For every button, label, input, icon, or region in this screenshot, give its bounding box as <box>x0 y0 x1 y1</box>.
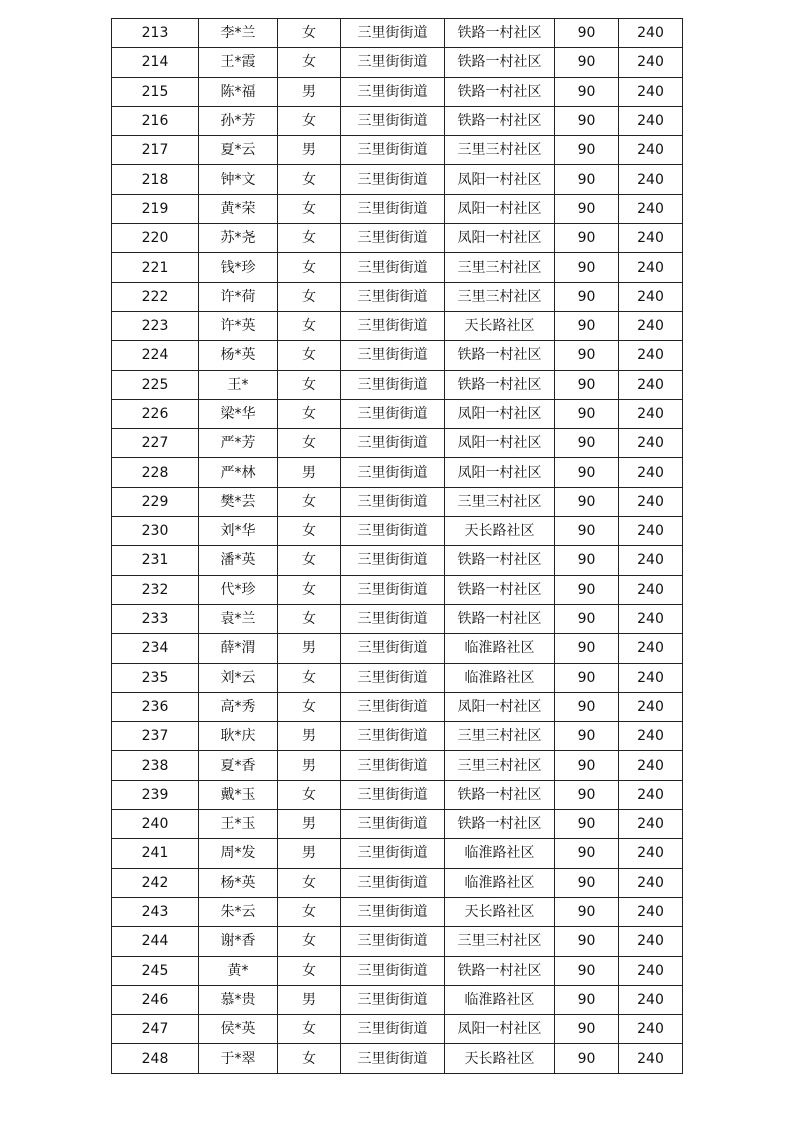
age-cell: 90 <box>555 546 619 575</box>
row-number-cell: 246 <box>112 985 199 1014</box>
amount-cell: 240 <box>619 692 683 721</box>
row-number-cell: 216 <box>112 106 199 135</box>
amount-cell: 240 <box>619 985 683 1014</box>
table-row <box>112 604 683 633</box>
amount-cell: 240 <box>619 106 683 135</box>
row-number-cell: 227 <box>112 429 199 458</box>
age-cell: 90 <box>555 165 619 194</box>
street-cell: 三里街街道 <box>341 663 445 692</box>
street-cell: 三里街街道 <box>341 575 445 604</box>
name-cell: 夏*香 <box>199 751 278 780</box>
street-cell: 三里街街道 <box>341 106 445 135</box>
row-number-cell: 236 <box>112 692 199 721</box>
gender-cell: 女 <box>278 575 341 604</box>
amount-cell: 240 <box>619 897 683 926</box>
street-cell: 三里街街道 <box>341 429 445 458</box>
community-cell: 铁路一村社区 <box>445 810 555 839</box>
community-cell: 铁路一村社区 <box>445 575 555 604</box>
table-container <box>111 18 682 1074</box>
name-cell: 钟*文 <box>199 165 278 194</box>
table-row <box>112 399 683 428</box>
age-cell: 90 <box>555 985 619 1014</box>
name-cell: 王*玉 <box>199 810 278 839</box>
name-cell: 侯*英 <box>199 1015 278 1044</box>
name-cell: 苏*尧 <box>199 224 278 253</box>
amount-cell: 240 <box>619 722 683 751</box>
table-row <box>112 546 683 575</box>
community-cell: 三里三村社区 <box>445 487 555 516</box>
community-cell: 铁路一村社区 <box>445 604 555 633</box>
row-number-cell: 225 <box>112 370 199 399</box>
age-cell: 90 <box>555 370 619 399</box>
table-row <box>112 19 683 48</box>
community-cell: 临淮路社区 <box>445 634 555 663</box>
row-number-cell: 219 <box>112 194 199 223</box>
gender-cell: 女 <box>278 868 341 897</box>
name-cell: 代*珍 <box>199 575 278 604</box>
community-cell: 铁路一村社区 <box>445 341 555 370</box>
age-cell: 90 <box>555 77 619 106</box>
age-cell: 90 <box>555 692 619 721</box>
row-number-cell: 245 <box>112 956 199 985</box>
community-cell: 三里三村社区 <box>445 722 555 751</box>
street-cell: 三里街街道 <box>341 1044 445 1073</box>
community-cell: 凤阳一村社区 <box>445 399 555 428</box>
amount-cell: 240 <box>619 517 683 546</box>
table-row <box>112 663 683 692</box>
name-cell: 许*英 <box>199 311 278 340</box>
age-cell: 90 <box>555 487 619 516</box>
community-cell: 天长路社区 <box>445 1044 555 1073</box>
gender-cell: 女 <box>278 194 341 223</box>
table-row <box>112 839 683 868</box>
name-cell: 潘*英 <box>199 546 278 575</box>
name-cell: 王* <box>199 370 278 399</box>
table-row <box>112 224 683 253</box>
street-cell: 三里街街道 <box>341 165 445 194</box>
row-number-cell: 217 <box>112 136 199 165</box>
street-cell: 三里街街道 <box>341 253 445 282</box>
street-cell: 三里街街道 <box>341 692 445 721</box>
name-cell: 钱*珍 <box>199 253 278 282</box>
row-number-cell: 241 <box>112 839 199 868</box>
gender-cell: 女 <box>278 487 341 516</box>
table-row <box>112 634 683 663</box>
name-cell: 周*发 <box>199 839 278 868</box>
age-cell: 90 <box>555 341 619 370</box>
amount-cell: 240 <box>619 780 683 809</box>
street-cell: 三里街街道 <box>341 311 445 340</box>
gender-cell: 女 <box>278 370 341 399</box>
gender-cell: 女 <box>278 399 341 428</box>
community-cell: 三里三村社区 <box>445 136 555 165</box>
gender-cell: 女 <box>278 253 341 282</box>
age-cell: 90 <box>555 634 619 663</box>
age-cell: 90 <box>555 927 619 956</box>
table-row <box>112 1015 683 1044</box>
street-cell: 三里街街道 <box>341 77 445 106</box>
street-cell: 三里街街道 <box>341 194 445 223</box>
community-cell: 三里三村社区 <box>445 282 555 311</box>
street-cell: 三里街街道 <box>341 897 445 926</box>
street-cell: 三里街街道 <box>341 370 445 399</box>
street-cell: 三里街街道 <box>341 751 445 780</box>
table-row <box>112 1044 683 1073</box>
street-cell: 三里街街道 <box>341 634 445 663</box>
row-number-cell: 243 <box>112 897 199 926</box>
amount-cell: 240 <box>619 399 683 428</box>
amount-cell: 240 <box>619 751 683 780</box>
amount-cell: 240 <box>619 604 683 633</box>
row-number-cell: 244 <box>112 927 199 956</box>
community-cell: 铁路一村社区 <box>445 546 555 575</box>
amount-cell: 240 <box>619 487 683 516</box>
row-number-cell: 247 <box>112 1015 199 1044</box>
row-number-cell: 240 <box>112 810 199 839</box>
age-cell: 90 <box>555 604 619 633</box>
amount-cell: 240 <box>619 1044 683 1073</box>
table-row <box>112 751 683 780</box>
gender-cell: 女 <box>278 1015 341 1044</box>
name-cell: 樊*芸 <box>199 487 278 516</box>
amount-cell: 240 <box>619 575 683 604</box>
table-row <box>112 897 683 926</box>
community-cell: 三里三村社区 <box>445 751 555 780</box>
gender-cell: 男 <box>278 722 341 751</box>
age-cell: 90 <box>555 429 619 458</box>
age-cell: 90 <box>555 517 619 546</box>
amount-cell: 240 <box>619 927 683 956</box>
row-number-cell: 237 <box>112 722 199 751</box>
name-cell: 杨*英 <box>199 341 278 370</box>
street-cell: 三里街街道 <box>341 19 445 48</box>
community-cell: 铁路一村社区 <box>445 370 555 399</box>
row-number-cell: 239 <box>112 780 199 809</box>
table-row <box>112 458 683 487</box>
gender-cell: 女 <box>278 692 341 721</box>
row-number-cell: 226 <box>112 399 199 428</box>
name-cell: 严*林 <box>199 458 278 487</box>
table-row <box>112 165 683 194</box>
table-row <box>112 985 683 1014</box>
age-cell: 90 <box>555 1044 619 1073</box>
amount-cell: 240 <box>619 429 683 458</box>
amount-cell: 240 <box>619 868 683 897</box>
amount-cell: 240 <box>619 194 683 223</box>
amount-cell: 240 <box>619 546 683 575</box>
community-cell: 铁路一村社区 <box>445 956 555 985</box>
table-row <box>112 927 683 956</box>
name-cell: 孙*芳 <box>199 106 278 135</box>
gender-cell: 女 <box>278 780 341 809</box>
name-cell: 夏*云 <box>199 136 278 165</box>
age-cell: 90 <box>555 399 619 428</box>
community-cell: 凤阳一村社区 <box>445 165 555 194</box>
age-cell: 90 <box>555 751 619 780</box>
age-cell: 90 <box>555 663 619 692</box>
row-number-cell: 214 <box>112 48 199 77</box>
amount-cell: 240 <box>619 810 683 839</box>
amount-cell: 240 <box>619 253 683 282</box>
gender-cell: 男 <box>278 77 341 106</box>
street-cell: 三里街街道 <box>341 839 445 868</box>
gender-cell: 男 <box>278 839 341 868</box>
row-number-cell: 248 <box>112 1044 199 1073</box>
amount-cell: 240 <box>619 165 683 194</box>
street-cell: 三里街街道 <box>341 517 445 546</box>
community-cell: 临淮路社区 <box>445 985 555 1014</box>
name-cell: 王*霞 <box>199 48 278 77</box>
table-row <box>112 810 683 839</box>
street-cell: 三里街街道 <box>341 341 445 370</box>
community-cell: 铁路一村社区 <box>445 48 555 77</box>
age-cell: 90 <box>555 839 619 868</box>
amount-cell: 240 <box>619 77 683 106</box>
amount-cell: 240 <box>619 311 683 340</box>
age-cell: 90 <box>555 253 619 282</box>
street-cell: 三里街街道 <box>341 399 445 428</box>
gender-cell: 女 <box>278 546 341 575</box>
name-cell: 严*芳 <box>199 429 278 458</box>
age-cell: 90 <box>555 722 619 751</box>
table-row <box>112 253 683 282</box>
street-cell: 三里街街道 <box>341 487 445 516</box>
street-cell: 三里街街道 <box>341 458 445 487</box>
table-row <box>112 311 683 340</box>
row-number-cell: 234 <box>112 634 199 663</box>
gender-cell: 女 <box>278 927 341 956</box>
street-cell: 三里街街道 <box>341 604 445 633</box>
gender-cell: 女 <box>278 19 341 48</box>
row-number-cell: 228 <box>112 458 199 487</box>
street-cell: 三里街街道 <box>341 546 445 575</box>
street-cell: 三里街街道 <box>341 224 445 253</box>
name-cell: 杨*英 <box>199 868 278 897</box>
gender-cell: 男 <box>278 634 341 663</box>
amount-cell: 240 <box>619 370 683 399</box>
age-cell: 90 <box>555 282 619 311</box>
name-cell: 于*翠 <box>199 1044 278 1073</box>
table-row <box>112 282 683 311</box>
row-number-cell: 229 <box>112 487 199 516</box>
row-number-cell: 242 <box>112 868 199 897</box>
gender-cell: 女 <box>278 429 341 458</box>
row-number-cell: 220 <box>112 224 199 253</box>
age-cell: 90 <box>555 780 619 809</box>
age-cell: 90 <box>555 136 619 165</box>
name-cell: 刘*华 <box>199 517 278 546</box>
amount-cell: 240 <box>619 341 683 370</box>
street-cell: 三里街街道 <box>341 985 445 1014</box>
gender-cell: 女 <box>278 48 341 77</box>
row-number-cell: 235 <box>112 663 199 692</box>
community-cell: 铁路一村社区 <box>445 19 555 48</box>
gender-cell: 女 <box>278 311 341 340</box>
row-number-cell: 232 <box>112 575 199 604</box>
age-cell: 90 <box>555 19 619 48</box>
name-cell: 刘*云 <box>199 663 278 692</box>
community-cell: 凤阳一村社区 <box>445 194 555 223</box>
age-cell: 90 <box>555 956 619 985</box>
street-cell: 三里街街道 <box>341 48 445 77</box>
amount-cell: 240 <box>619 1015 683 1044</box>
amount-cell: 240 <box>619 839 683 868</box>
gender-cell: 女 <box>278 165 341 194</box>
row-number-cell: 233 <box>112 604 199 633</box>
table-row <box>112 692 683 721</box>
street-cell: 三里街街道 <box>341 780 445 809</box>
table-row <box>112 106 683 135</box>
age-cell: 90 <box>555 194 619 223</box>
street-cell: 三里街街道 <box>341 956 445 985</box>
name-cell: 陈*福 <box>199 77 278 106</box>
amount-cell: 240 <box>619 663 683 692</box>
age-cell: 90 <box>555 575 619 604</box>
gender-cell: 男 <box>278 985 341 1014</box>
amount-cell: 240 <box>619 458 683 487</box>
community-cell: 铁路一村社区 <box>445 780 555 809</box>
table-row <box>112 48 683 77</box>
table-row <box>112 575 683 604</box>
name-cell: 许*荷 <box>199 282 278 311</box>
age-cell: 90 <box>555 311 619 340</box>
gender-cell: 女 <box>278 604 341 633</box>
community-cell: 天长路社区 <box>445 897 555 926</box>
table-row <box>112 341 683 370</box>
age-cell: 90 <box>555 810 619 839</box>
row-number-cell: 222 <box>112 282 199 311</box>
amount-cell: 240 <box>619 282 683 311</box>
community-cell: 凤阳一村社区 <box>445 458 555 487</box>
amount-cell: 240 <box>619 224 683 253</box>
street-cell: 三里街街道 <box>341 1015 445 1044</box>
row-number-cell: 223 <box>112 311 199 340</box>
table-row <box>112 517 683 546</box>
community-cell: 凤阳一村社区 <box>445 692 555 721</box>
community-cell: 三里三村社区 <box>445 927 555 956</box>
table-row <box>112 370 683 399</box>
gender-cell: 女 <box>278 341 341 370</box>
age-cell: 90 <box>555 897 619 926</box>
gender-cell: 男 <box>278 751 341 780</box>
name-cell: 薛*渭 <box>199 634 278 663</box>
row-number-cell: 230 <box>112 517 199 546</box>
name-cell: 袁*兰 <box>199 604 278 633</box>
table-row <box>112 429 683 458</box>
gender-cell: 女 <box>278 517 341 546</box>
table-body <box>112 19 683 1074</box>
community-cell: 凤阳一村社区 <box>445 1015 555 1044</box>
amount-cell: 240 <box>619 136 683 165</box>
table-row <box>112 780 683 809</box>
table-row <box>112 868 683 897</box>
age-cell: 90 <box>555 106 619 135</box>
street-cell: 三里街街道 <box>341 927 445 956</box>
amount-cell: 240 <box>619 19 683 48</box>
row-number-cell: 224 <box>112 341 199 370</box>
street-cell: 三里街街道 <box>341 722 445 751</box>
amount-cell: 240 <box>619 956 683 985</box>
row-number-cell: 218 <box>112 165 199 194</box>
amount-cell: 240 <box>619 634 683 663</box>
name-cell: 黄* <box>199 956 278 985</box>
name-cell: 谢*香 <box>199 927 278 956</box>
community-cell: 临淮路社区 <box>445 663 555 692</box>
community-cell: 临淮路社区 <box>445 839 555 868</box>
street-cell: 三里街街道 <box>341 282 445 311</box>
gender-cell: 男 <box>278 810 341 839</box>
street-cell: 三里街街道 <box>341 810 445 839</box>
row-number-cell: 213 <box>112 19 199 48</box>
row-number-cell: 215 <box>112 77 199 106</box>
row-number-cell: 231 <box>112 546 199 575</box>
name-cell: 耿*庆 <box>199 722 278 751</box>
age-cell: 90 <box>555 48 619 77</box>
community-cell: 凤阳一村社区 <box>445 224 555 253</box>
name-cell: 李*兰 <box>199 19 278 48</box>
table-row <box>112 487 683 516</box>
community-cell: 铁路一村社区 <box>445 106 555 135</box>
subsidy-table <box>111 18 683 1074</box>
name-cell: 戴*玉 <box>199 780 278 809</box>
amount-cell: 240 <box>619 48 683 77</box>
age-cell: 90 <box>555 1015 619 1044</box>
age-cell: 90 <box>555 458 619 487</box>
gender-cell: 女 <box>278 663 341 692</box>
street-cell: 三里街街道 <box>341 136 445 165</box>
gender-cell: 女 <box>278 956 341 985</box>
name-cell: 梁*华 <box>199 399 278 428</box>
community-cell: 天长路社区 <box>445 517 555 546</box>
name-cell: 朱*云 <box>199 897 278 926</box>
name-cell: 高*秀 <box>199 692 278 721</box>
gender-cell: 女 <box>278 106 341 135</box>
community-cell: 临淮路社区 <box>445 868 555 897</box>
gender-cell: 男 <box>278 136 341 165</box>
name-cell: 慕*贵 <box>199 985 278 1014</box>
gender-cell: 男 <box>278 458 341 487</box>
community-cell: 凤阳一村社区 <box>445 429 555 458</box>
gender-cell: 女 <box>278 1044 341 1073</box>
community-cell: 天长路社区 <box>445 311 555 340</box>
table-row <box>112 77 683 106</box>
table-row <box>112 136 683 165</box>
street-cell: 三里街街道 <box>341 868 445 897</box>
gender-cell: 女 <box>278 224 341 253</box>
community-cell: 三里三村社区 <box>445 253 555 282</box>
age-cell: 90 <box>555 224 619 253</box>
gender-cell: 女 <box>278 282 341 311</box>
table-row <box>112 722 683 751</box>
row-number-cell: 221 <box>112 253 199 282</box>
table-row <box>112 194 683 223</box>
age-cell: 90 <box>555 868 619 897</box>
community-cell: 铁路一村社区 <box>445 77 555 106</box>
table-row <box>112 956 683 985</box>
name-cell: 黄*荣 <box>199 194 278 223</box>
gender-cell: 女 <box>278 897 341 926</box>
row-number-cell: 238 <box>112 751 199 780</box>
